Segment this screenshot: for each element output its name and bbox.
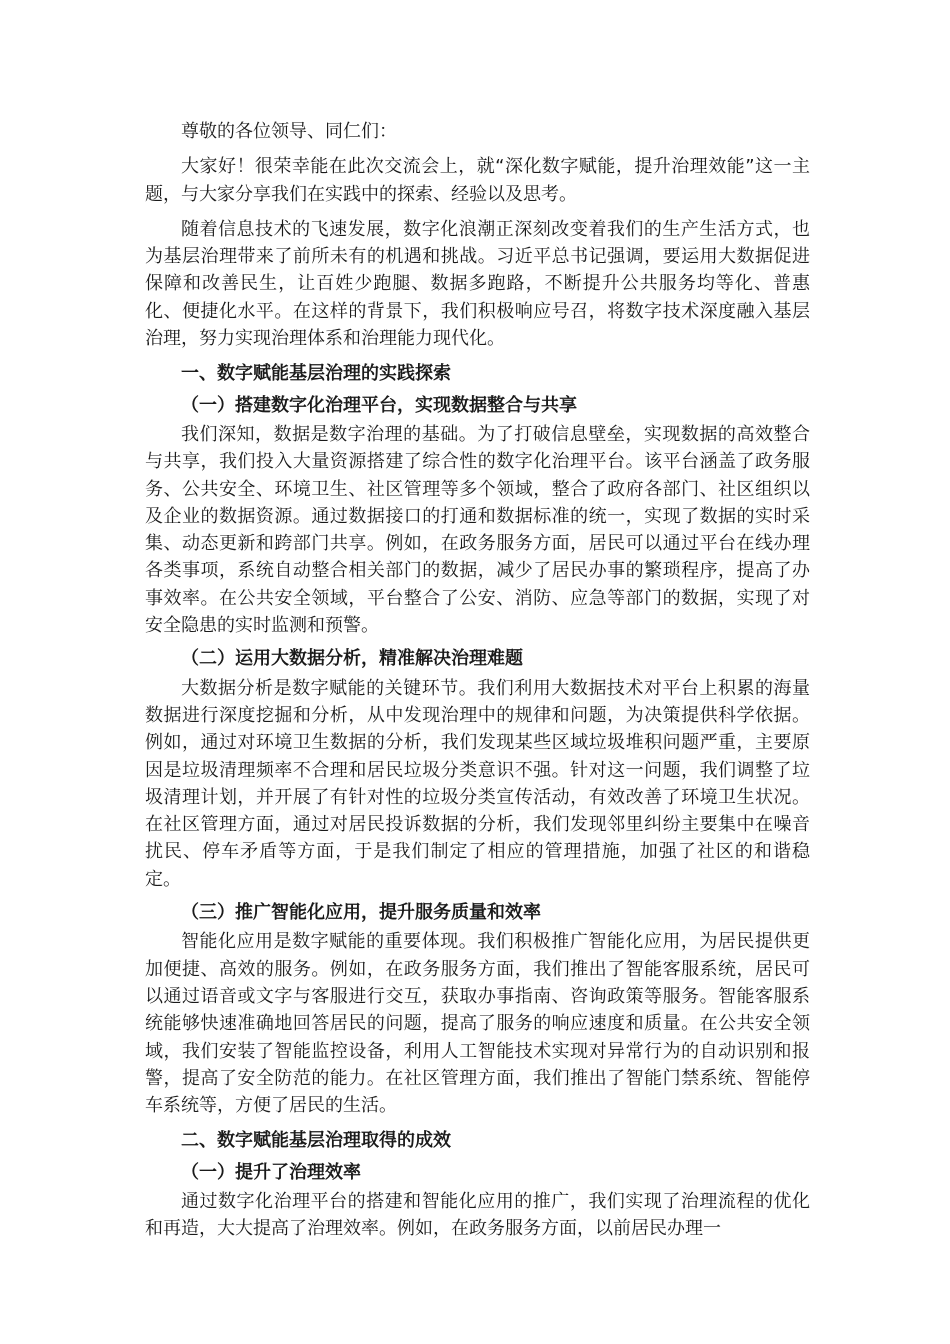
section-1-heading: 一、数字赋能基层治理的实践探索 (181, 363, 451, 385)
section-1-subheading-1: （一）搭建数字化治理平台，实现数据整合与共享 (181, 394, 577, 416)
document-page (145, 118, 810, 1243)
section-1-subheading-3: （三）推广智能化应用，提升服务质量和效率 (181, 902, 541, 924)
section-1-subheading-2: （二）运用大数据分析，精准解决治理难题 (181, 648, 523, 670)
section-2-paragraph-1: 通过数字化治理平台的搭建和智能化应用的推广，我们实现了治理流程的优化和再造，大大提高了治理效率。例如，在政务服务方面，以前居民办理一 (145, 1190, 810, 1240)
salutation: 尊敬的各位领导、同仁们： (181, 121, 397, 142)
intro-paragraph-2: 随着信息技术的飞速发展，数字化浪潮正深刻改变着我们的生产生活方式，也为基层治理带来了前所未有的机遇和挑战。习近平总书记强调，要运用大数据促进保障和改善民生，让百姓少跑腿、数据多跑路，不断提升公共服务均等化、普惠化、便捷化水平。在这样的背景下，我们积极响应号召，将数字技术深度融入基层治理，努力实现治理体系和治理能力现代化。 (145, 218, 810, 350)
section-1-paragraph-1: 我们深知，数据是数字治理的基础。为了打破信息壁垒，实现数据的高效整合与共享，我们投入大量资源搭建了综合性的数字化治理平台。该平台涵盖了政务服务、公共安全、环境卫生、社区管理等多个领域，整合了政府各部门、社区组织以及企业的数据资源。通过数据接口的打通和数据标准的统一，实现了数据的实时采集、动态更新和跨部门共享。例如，在政务服务方面，居民可以通过平台在线办理各类事项，系统自动整合相关部门的数据，减少了居民办事的繁琐程序，提高了办事效率。在公共安全领域，平台整合了公安、消防、应急等部门的数据，实现了对安全隐患的实时监测和预警。 (145, 423, 810, 637)
intro-paragraph-1: 大家好！很荣幸能在此次交流会上，就“深化数字赋能，提升治理效能”这一主题，与大家分享我们在实践中的探索、经验以及思考。 (145, 156, 810, 205)
section-1-paragraph-3: 智能化应用是数字赋能的重要体现。我们积极推广智能化应用，为居民提供更加便捷、高效的服务。例如，在政务服务方面，我们推出了智能客服系统，居民可以通过语音或文字与客服进行交互，获取办事指南、咨询政策等服务。智能客服系统能够快速准确地回答居民的问题，提高了服务的响应速度和质量。在公共安全领域，我们安装了智能监控设备，利用人工智能技术实现对异常行为的自动识别和报警，提高了安全防范的能力。在社区管理方面，我们推出了智能门禁系统、智能停车系统等，方便了居民的生活。 (145, 931, 810, 1117)
section-2-subheading-1: （一）提升了治理效率 (181, 1161, 361, 1183)
section-2-heading: 二、数字赋能基层治理取得的成效 (181, 1130, 451, 1152)
section-1-paragraph-2: 大数据分析是数字赋能的关键环节。我们利用大数据技术对平台上积累的海量数据进行深度挖掘和分析，从中发现治理中的规律和问题，为决策提供科学依据。例如，通过对环境卫生数据的分析，我们发现某些区域垃圾堆积问题严重，主要原因是垃圾清理频率不合理和居民垃圾分类意识不强。针对这一问题，我们调整了垃圾清理计划，并开展了有针对性的垃圾分类宣传活动，有效改善了环境卫生状况。在社区管理方面，通过对居民投诉数据的分析，我们发现邻里纠纷主要集中在噪音扰民、停车矛盾等方面，于是我们制定了相应的管理措施，加强了社区的和谐稳定。 (145, 677, 810, 890)
